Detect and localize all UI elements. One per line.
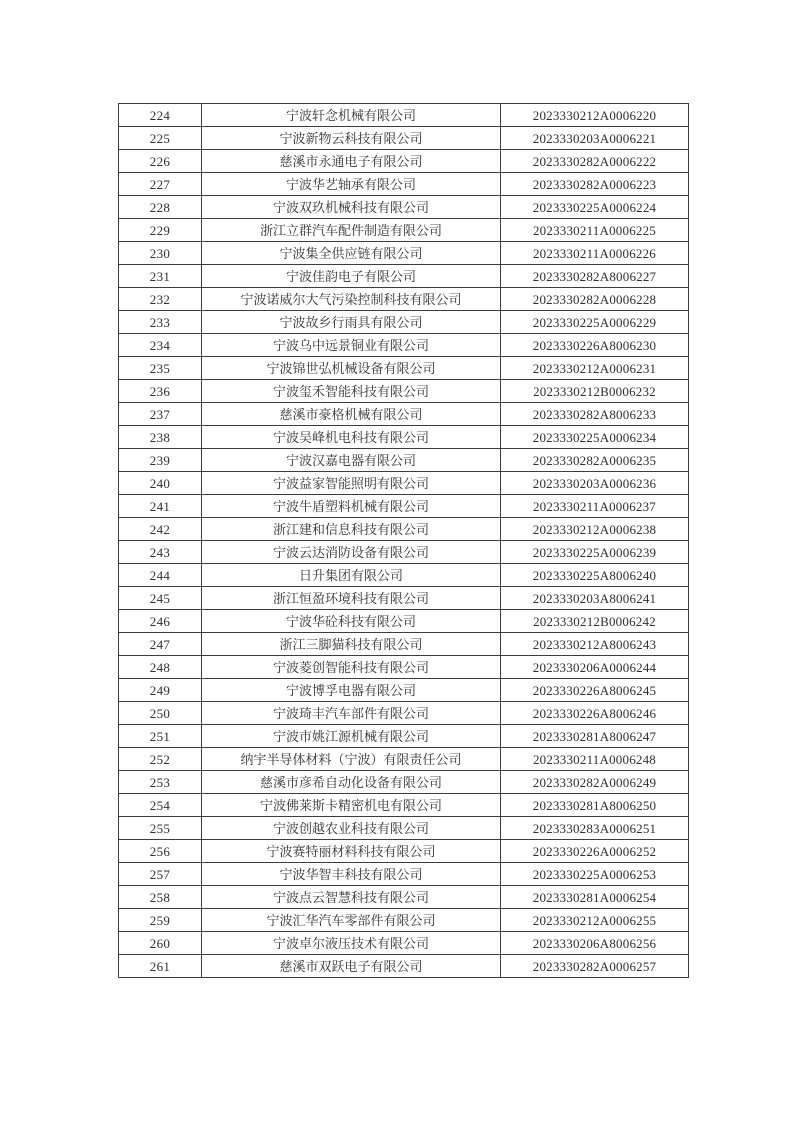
row-number-cell: 257 [119,863,202,886]
company-name-cell: 浙江立群汽车配件制造有限公司 [202,219,501,242]
row-number-cell: 260 [119,932,202,955]
row-number-cell: 242 [119,518,202,541]
registration-code-cell: 2023330282A8006233 [501,403,689,426]
table-row [119,150,689,173]
row-number-cell: 251 [119,725,202,748]
company-name-cell: 宁波乌中远景铜业有限公司 [202,334,501,357]
row-number-cell: 246 [119,610,202,633]
row-number-cell: 238 [119,426,202,449]
company-name-cell: 宁波点云智慧科技有限公司 [202,886,501,909]
table-row [119,840,689,863]
company-name-cell: 日升集团有限公司 [202,564,501,587]
table-row [119,242,689,265]
registration-code-cell: 2023330211A0006237 [501,495,689,518]
row-number-cell: 225 [119,127,202,150]
company-name-cell: 宁波诺威尔大气污染控制科技有限公司 [202,288,501,311]
registration-code-cell: 2023330203A8006241 [501,587,689,610]
row-number-cell: 261 [119,955,202,978]
company-name-cell: 慈溪市彦希自动化设备有限公司 [202,771,501,794]
registration-code-cell: 2023330282A0006228 [501,288,689,311]
row-number-cell: 250 [119,702,202,725]
registration-code-cell: 2023330212B0006242 [501,610,689,633]
row-number-cell: 234 [119,334,202,357]
table-row [119,748,689,771]
table-row [119,909,689,932]
company-name-cell: 宁波华砼科技有限公司 [202,610,501,633]
company-name-cell: 宁波双玖机械科技有限公司 [202,196,501,219]
registration-code-cell: 2023330212A0006255 [501,909,689,932]
registration-code-cell: 2023330212A0006238 [501,518,689,541]
company-name-cell: 慈溪市豪格机械有限公司 [202,403,501,426]
company-name-cell: 宁波锦世弘机械设备有限公司 [202,357,501,380]
registration-code-cell: 2023330206A8006256 [501,932,689,955]
registration-code-cell: 2023330211A0006248 [501,748,689,771]
row-number-cell: 256 [119,840,202,863]
table-row [119,817,689,840]
row-number-cell: 228 [119,196,202,219]
company-name-cell: 宁波佳韵电子有限公司 [202,265,501,288]
registration-code-cell: 2023330283A0006251 [501,817,689,840]
table-row [119,472,689,495]
table-body [119,104,689,978]
company-name-cell: 宁波轩念机械有限公司 [202,104,501,127]
table-row [119,932,689,955]
table-row [119,886,689,909]
registration-code-cell: 2023330225A0006229 [501,311,689,334]
table-row [119,679,689,702]
row-number-cell: 258 [119,886,202,909]
table-row [119,495,689,518]
table-row [119,656,689,679]
row-number-cell: 243 [119,541,202,564]
table-row [119,104,689,127]
table-row [119,863,689,886]
company-name-cell: 慈溪市双跃电子有限公司 [202,955,501,978]
row-number-cell: 252 [119,748,202,771]
company-name-cell: 浙江恒盈环境科技有限公司 [202,587,501,610]
row-number-cell: 254 [119,794,202,817]
company-name-cell: 宁波汇华汽车零部件有限公司 [202,909,501,932]
registration-code-cell: 2023330211A0006226 [501,242,689,265]
table-row [119,288,689,311]
row-number-cell: 227 [119,173,202,196]
row-number-cell: 224 [119,104,202,127]
company-name-cell: 宁波牛盾塑料机械有限公司 [202,495,501,518]
company-registry-table [118,103,689,978]
row-number-cell: 231 [119,265,202,288]
table-row [119,702,689,725]
company-name-cell: 宁波琦丰汽车部件有限公司 [202,702,501,725]
company-name-cell: 宁波博孚电器有限公司 [202,679,501,702]
registration-code-cell: 2023330225A0006239 [501,541,689,564]
row-number-cell: 249 [119,679,202,702]
company-name-cell: 宁波华艺轴承有限公司 [202,173,501,196]
row-number-cell: 253 [119,771,202,794]
registration-code-cell: 2023330226A8006230 [501,334,689,357]
registration-code-cell: 2023330212B0006232 [501,380,689,403]
registration-code-cell: 2023330282A0006257 [501,955,689,978]
table-row [119,403,689,426]
company-name-cell: 宁波玺禾智能科技有限公司 [202,380,501,403]
registration-code-cell: 2023330203A0006221 [501,127,689,150]
table-row [119,380,689,403]
registration-code-cell: 2023330212A0006220 [501,104,689,127]
company-name-cell: 宁波新物云科技有限公司 [202,127,501,150]
row-number-cell: 248 [119,656,202,679]
registration-code-cell: 2023330226A8006246 [501,702,689,725]
table-row [119,127,689,150]
company-name-cell: 宁波卓尔液压技术有限公司 [202,932,501,955]
registration-code-cell: 2023330212A0006231 [501,357,689,380]
table-row [119,564,689,587]
row-number-cell: 233 [119,311,202,334]
company-name-cell: 浙江建和信息科技有限公司 [202,518,501,541]
company-name-cell: 宁波创越农业科技有限公司 [202,817,501,840]
table-row [119,725,689,748]
company-name-cell: 宁波菱创智能科技有限公司 [202,656,501,679]
row-number-cell: 259 [119,909,202,932]
table-row [119,633,689,656]
company-name-cell: 宁波集全供应链有限公司 [202,242,501,265]
company-name-cell: 宁波吴峰机电科技有限公司 [202,426,501,449]
table-row [119,196,689,219]
table-row [119,518,689,541]
company-name-cell: 宁波云达消防设备有限公司 [202,541,501,564]
row-number-cell: 229 [119,219,202,242]
table-row [119,265,689,288]
registration-code-cell: 2023330281A0006254 [501,886,689,909]
registration-code-cell: 2023330212A8006243 [501,633,689,656]
row-number-cell: 241 [119,495,202,518]
registration-code-cell: 2023330211A0006225 [501,219,689,242]
table-row [119,219,689,242]
row-number-cell: 226 [119,150,202,173]
registration-code-cell: 2023330281A8006247 [501,725,689,748]
company-name-cell: 宁波佛莱斯卡精密机电有限公司 [202,794,501,817]
table-row [119,955,689,978]
table-row [119,449,689,472]
row-number-cell: 239 [119,449,202,472]
company-name-cell: 宁波华智丰科技有限公司 [202,863,501,886]
row-number-cell: 240 [119,472,202,495]
company-name-cell: 宁波益家智能照明有限公司 [202,472,501,495]
registration-code-cell: 2023330225A0006234 [501,426,689,449]
row-number-cell: 236 [119,380,202,403]
registration-code-cell: 2023330203A0006236 [501,472,689,495]
company-name-cell: 宁波汉嘉电器有限公司 [202,449,501,472]
row-number-cell: 235 [119,357,202,380]
table-row [119,311,689,334]
table-row [119,173,689,196]
registration-code-cell: 2023330282A0006223 [501,173,689,196]
row-number-cell: 255 [119,817,202,840]
registration-code-cell: 2023330206A0006244 [501,656,689,679]
company-name-cell: 宁波赛特丽材料科技有限公司 [202,840,501,863]
registration-code-cell: 2023330225A0006224 [501,196,689,219]
registration-code-cell: 2023330226A8006245 [501,679,689,702]
company-name-cell: 慈溪市永通电子有限公司 [202,150,501,173]
table-row [119,610,689,633]
row-number-cell: 237 [119,403,202,426]
table-row [119,541,689,564]
registration-code-cell: 2023330225A0006253 [501,863,689,886]
registration-code-cell: 2023330282A0006222 [501,150,689,173]
table-row [119,334,689,357]
table-row [119,426,689,449]
registration-code-cell: 2023330226A0006252 [501,840,689,863]
registration-code-cell: 2023330225A8006240 [501,564,689,587]
company-name-cell: 宁波故乡行雨具有限公司 [202,311,501,334]
table-row [119,771,689,794]
table-row [119,357,689,380]
row-number-cell: 247 [119,633,202,656]
company-name-cell: 纳宇半导体材料（宁波）有限责任公司 [202,748,501,771]
row-number-cell: 244 [119,564,202,587]
company-name-cell: 宁波市姚江源机械有限公司 [202,725,501,748]
registration-code-cell: 2023330282A0006235 [501,449,689,472]
row-number-cell: 245 [119,587,202,610]
table-row [119,794,689,817]
row-number-cell: 230 [119,242,202,265]
company-name-cell: 浙江三脚猫科技有限公司 [202,633,501,656]
row-number-cell: 232 [119,288,202,311]
registration-code-cell: 2023330282A0006249 [501,771,689,794]
registration-code-cell: 2023330281A8006250 [501,794,689,817]
table-row [119,587,689,610]
registration-code-cell: 2023330282A8006227 [501,265,689,288]
